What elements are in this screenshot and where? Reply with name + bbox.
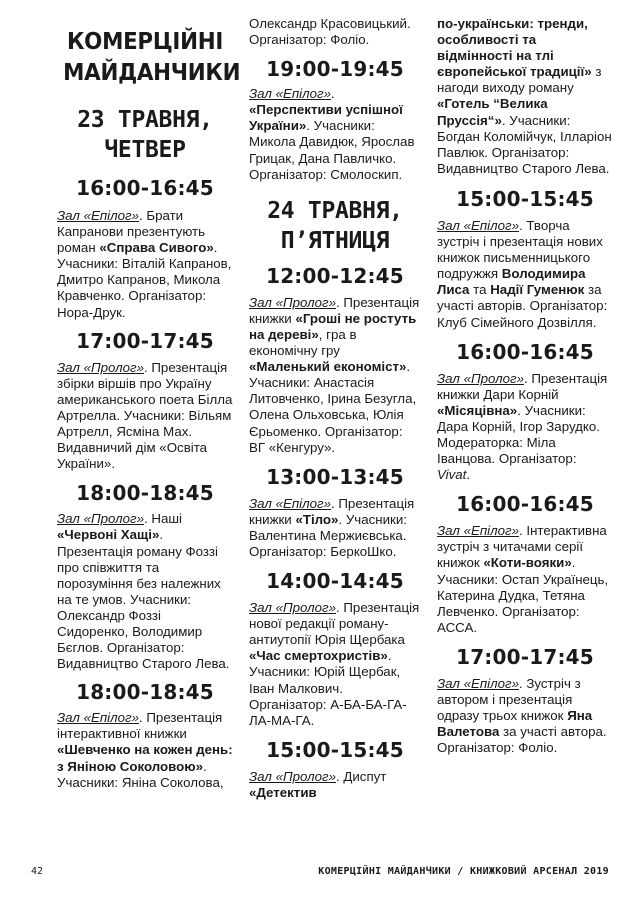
- event-description: [57, 208, 233, 321]
- event-text: . Презентація книжки: [249, 294, 420, 326]
- event-text: . Диспут: [335, 768, 387, 784]
- hall-name: Зал «Пролог»: [57, 359, 144, 375]
- hall-name: Зал «Епілог»: [437, 523, 519, 539]
- event-text: , гра в економічну гру: [249, 326, 357, 359]
- event-time: 14:00-14:45: [266, 569, 404, 594]
- hall-name: Зал «Пролог»: [57, 511, 144, 527]
- day-heading-line: П’ЯТНИЦЯ: [280, 227, 390, 254]
- event-text: . Презентація книжки Дари Корній: [437, 370, 608, 402]
- event-text: . Презентація нової редакції роману-антиутопії Юрія Щербака: [249, 600, 420, 648]
- section-title-line: КОМЕРЦІЙНІ: [66, 29, 224, 55]
- day-heading-23-may: [57, 105, 233, 165]
- emphasis-title: «Перспективи успішної України»: [249, 102, 403, 134]
- event-text: Олександр Красовицький. Організатор: Фоліо.: [249, 16, 411, 48]
- emphasis-title: «Маленький економіст»: [249, 359, 407, 375]
- day-heading-line: ЧЕТВЕР: [104, 137, 186, 163]
- event-time: 15:00-15:45: [266, 737, 404, 762]
- event-text: .: [466, 467, 471, 483]
- event-description: [249, 496, 421, 560]
- event-description: [57, 360, 233, 473]
- hall-name: Зал «Епілог»: [249, 86, 331, 102]
- event-description: [249, 769, 421, 801]
- emphasis-title: «Готель “Велика Пруссія“»: [437, 96, 548, 128]
- event-description: [437, 371, 613, 484]
- event-time: 17:00-17:45: [456, 644, 594, 669]
- emphasis-title: «Коти-вояки»: [483, 555, 572, 571]
- event-text: за участі авторів. Організатор: Клуб Сімейного Дозвілля.: [437, 282, 608, 330]
- event-text: . Учасники: Валентина Мержиєвська. Організатор: БеркоШко.: [249, 511, 407, 559]
- event-time: 18:00-18:45: [76, 680, 214, 705]
- event-text: з нагоди виходу роману: [437, 64, 602, 96]
- emphasis-title: «Справа Сивого»: [99, 240, 214, 256]
- event-description: [249, 295, 421, 456]
- event-time: 12:00-12:45: [266, 263, 404, 288]
- emphasis-title: «Гроші не ростуть на дереві»: [249, 310, 417, 342]
- emphasis-title: «Тіло»: [295, 511, 339, 527]
- hall-name: Зал «Епілог»: [57, 208, 139, 223]
- event-time: 16:00-16:45: [456, 492, 594, 517]
- event-description: [437, 523, 613, 636]
- emphasis-title: «Час смертохристів»: [249, 648, 388, 664]
- emphasis-title: «Детектив: [249, 784, 317, 800]
- section-title: [57, 27, 241, 89]
- event-text: . Учасники: Яніна Соколова,: [57, 758, 224, 790]
- event-time: 16:00-16:45: [456, 339, 594, 364]
- hall-name: Зал «Епілог»: [437, 217, 519, 233]
- event-text: .: [330, 86, 335, 102]
- event-time: 17:00-17:45: [76, 328, 214, 353]
- event-description: [249, 86, 421, 183]
- event-time: 16:00-16:45: [76, 176, 214, 200]
- column-3: [437, 0, 613, 756]
- event-description-continued: [249, 16, 421, 48]
- event-text: . Учасники: Остап Українець, Катерина Дудка, Тетяна Левченко. Організатор: АССА.: [437, 555, 609, 635]
- day-heading-line: 24 ТРАВНЯ,: [267, 197, 403, 224]
- event-time: 13:00-13:45: [266, 464, 404, 489]
- event-text: . Презентація книжки: [249, 495, 415, 527]
- event-description: [437, 676, 613, 756]
- event-text: . Творча зустріч і презентація нових книжок письменницького подружжя: [437, 217, 603, 282]
- emphasis-title: Надії Гуменюк: [490, 282, 585, 298]
- section-title-line: МАЙДАНЧИКИ: [63, 60, 241, 86]
- event-description: [57, 710, 233, 790]
- event-description: [249, 600, 421, 729]
- event-text: . Зустріч з автором і презентація одразу трьох книжок: [437, 675, 581, 724]
- day-heading-24-may: [249, 196, 421, 256]
- event-time: 19:00-19:45: [266, 57, 404, 82]
- hall-name: Зал «Епілог»: [437, 675, 519, 691]
- event-text: . Учасники: Юрій Щербак, Іван Малкович. Організатор: А-БА-БА-ГА-ЛА-МА-ГА.: [249, 648, 407, 728]
- emphasis-title: Володимира Лиса: [437, 266, 586, 298]
- page-number: 42: [31, 866, 44, 877]
- running-title: КОМЕРЦІЙНІ МАЙДАНЧИКИ / КНИЖКОВИЙ АРСЕНАЛ 2019: [318, 866, 609, 877]
- hall-name: Зал «Пролог»: [249, 600, 336, 616]
- event-text: та: [469, 282, 491, 298]
- event-text: . Презентація інтерактивної книжки: [57, 710, 223, 742]
- event-description: [437, 218, 613, 331]
- event-text: . Учасники: Анастасія Литовченко, Ірина Безугла, Олена Ольховська, Юлія Єрьоменко. Організатор: ВГ «Кенгуру».: [249, 359, 417, 455]
- organizer-name: Vivat: [437, 467, 467, 483]
- event-text: . Брати Капранови презентують роман: [57, 208, 206, 256]
- event-text: . Наші: [143, 511, 182, 527]
- event-text: . Презентація збірки віршів про Україну американського поета Білла Артрелла. Учасники: Вільям Артрелл, Ясміна Мах. Видавничий дім «Освіта України».: [57, 359, 233, 472]
- event-text: . Учасники: Віталій Капранов, Дмитро Капранов, Микола Кравченко. Організатор: Нора-Друк.: [57, 240, 232, 320]
- event-text: за участі автора. Організатор: Фоліо.: [437, 724, 607, 756]
- hall-name: Зал «Пролог»: [249, 768, 336, 784]
- column-1: [57, 0, 241, 791]
- event-description: [57, 511, 233, 672]
- column-2: [249, 0, 421, 801]
- day-heading-line: 23 ТРАВНЯ,: [77, 107, 213, 133]
- event-text: . Інтерактивна зустріч з читачами серії книжок: [437, 523, 607, 571]
- event-description-continued: [437, 16, 613, 177]
- event-text: . Презентація роману Фоззі про співжиття та порозуміння без належних на те умов. Учасники: Олександр Фоззі Сидоренко, Володимир Бєглов. Організатор: Видавництво Старого Лева.: [57, 527, 230, 672]
- emphasis-title: по-українськи: тренди, особливості та відмінності на тлі європейської традиції»: [437, 16, 592, 80]
- event-text: . Учасники: Микола Давидюк, Ярослав Грицак, Дана Павличко. Організатор: Смолоскип.: [249, 118, 415, 182]
- hall-name: Зал «Пролог»: [437, 370, 524, 386]
- event-time: 18:00-18:45: [76, 481, 214, 506]
- event-text: . Учасники: Дара Корній, Ігор Зарудко. Модераторка: Міла Іванцова. Організатор:: [437, 402, 600, 467]
- hall-name: Зал «Епілог»: [57, 710, 139, 726]
- hall-name: Зал «Пролог»: [249, 294, 336, 310]
- hall-name: Зал «Епілог»: [249, 495, 331, 511]
- event-time: 15:00-15:45: [456, 186, 594, 211]
- event-text: . Учасники: Богдан Коломійчук, Ілларіон Павлюк. Організатор: Видавництво Старого Лева.: [437, 112, 612, 176]
- emphasis-title: «Червоні Хащі»: [57, 527, 160, 543]
- emphasis-title: Яна Валетова: [437, 708, 593, 740]
- emphasis-title: «Шевченко на кожен день: з Яніною Соколовою»: [57, 742, 233, 774]
- emphasis-title: «Місяцівна»: [437, 402, 518, 418]
